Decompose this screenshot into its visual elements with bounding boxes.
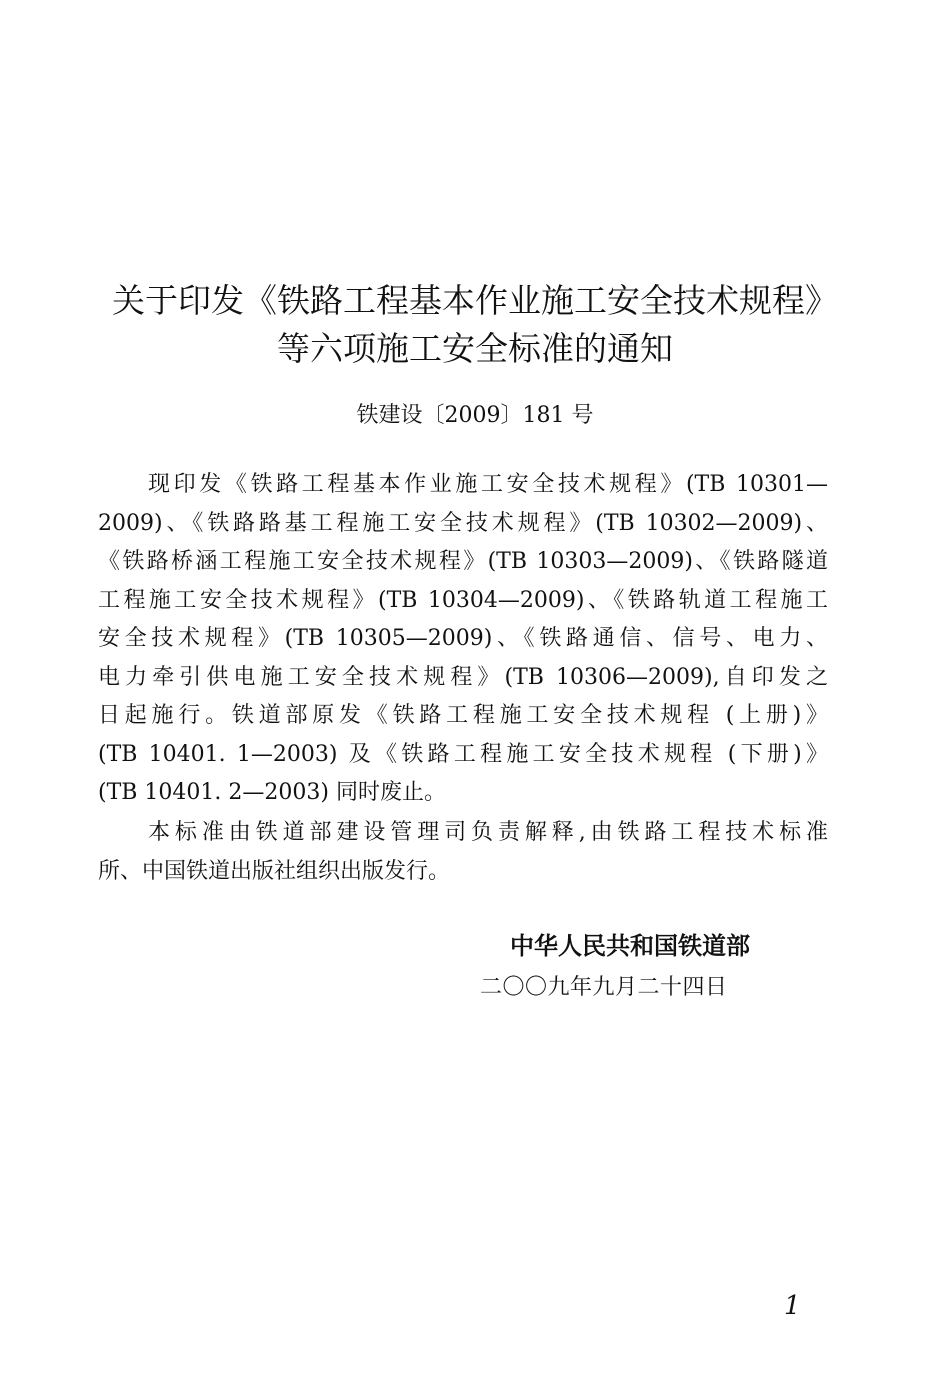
paragraph-1-line-1: 现印发《铁路工程基本作业施工安全技术规程》(TB 10301— — [148, 472, 828, 497]
paragraph-2 — [98, 814, 828, 891]
paragraph-1-line-8: (TB 10401. 1—2003) 及《铁路工程施工安全技术规程 (下册)》 — [98, 741, 828, 767]
paragraph-1-line-3: 《铁路桥涵工程施工安全技术规程》(TB 10303—2009)、《铁路隧道 — [98, 549, 828, 574]
issuer-signature: 中华人民共和国铁道部 — [510, 932, 750, 960]
title-line-2: 等六项施工安全标准的通知 — [277, 329, 673, 368]
paragraph-1 — [98, 466, 828, 813]
issue-date: 二〇〇九年九月二十四日 — [480, 975, 728, 1000]
paragraph-1-line-4: 工程施工安全技术规程》(TB 10304—2009)、《铁路轨道工程施工 — [98, 587, 828, 613]
document-number: 铁建设〔2009〕181 号 — [356, 403, 594, 428]
paragraph-2-line-1: 本标准由铁道部建设管理司负责解释,由铁路工程技术标准 — [148, 820, 828, 845]
paragraph-1-line-6: 电力牵引供电施工安全技术规程》(TB 10306—2009),自印发之 — [98, 664, 828, 690]
title-line-1: 关于印发《铁路工程基本作业施工安全技术规程》 — [112, 281, 838, 320]
paragraph-1-line-9: (TB 10401. 2—2003) 同时废止。 — [98, 780, 446, 805]
page-number: 1 — [784, 1291, 801, 1321]
paragraph-2-line-2: 所、中国铁道出版社组织出版发行。 — [98, 858, 451, 884]
paragraph-1-line-2: 2009)、《铁路路基工程施工安全技术规程》(TB 10302—2009)、 — [98, 510, 828, 536]
paragraph-1-line-7: 日起施行。铁道部原发《铁路工程施工安全技术规程 (上册)》 — [98, 703, 828, 728]
paragraph-1-line-5: 安全技术规程》(TB 10305—2009)、《铁路通信、信号、电力、 — [98, 626, 828, 651]
